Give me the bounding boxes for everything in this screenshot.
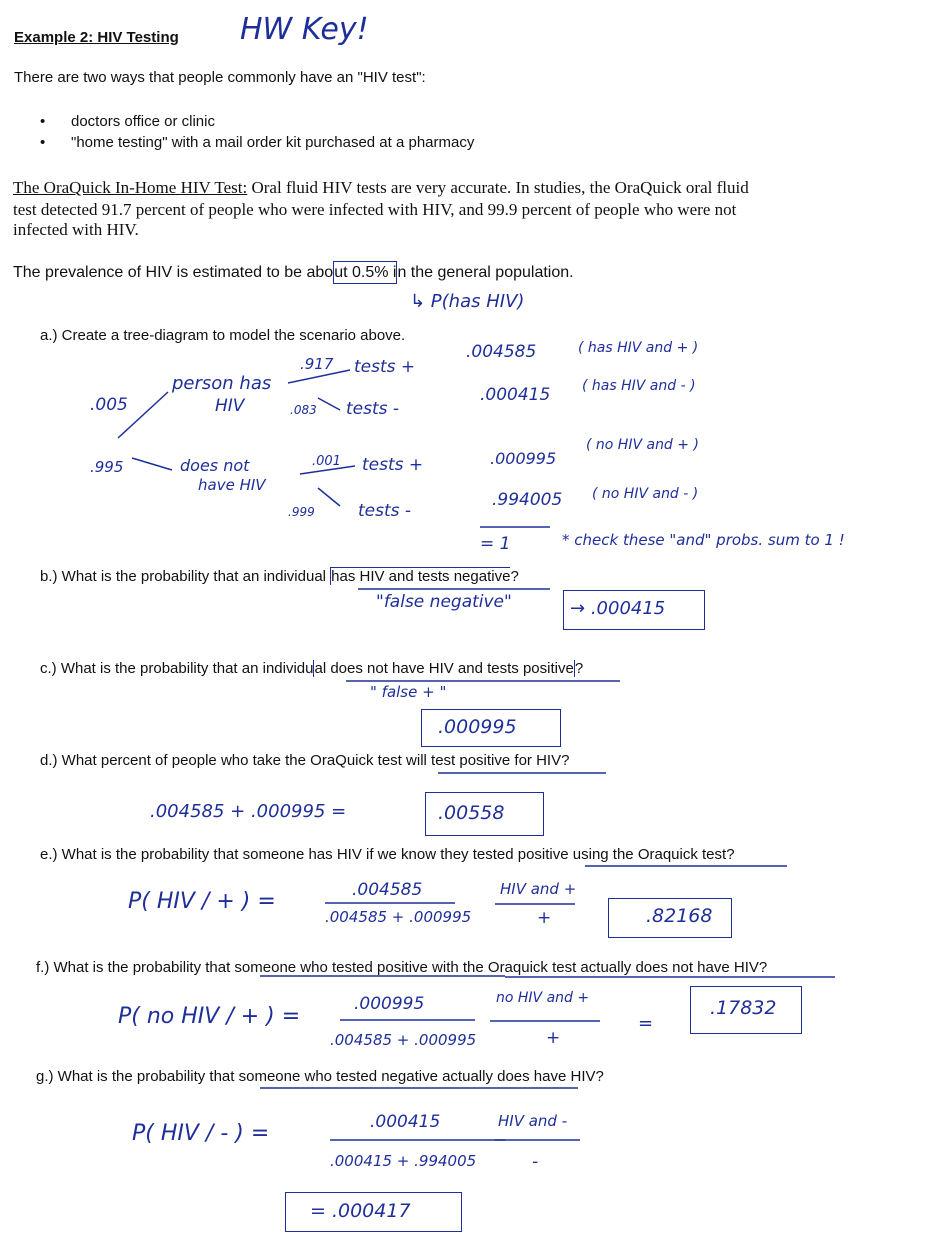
question-g-end: actually does have HIV?	[437, 1068, 604, 1085]
tree-branch-nohiv-neg	[318, 488, 340, 506]
question-e-underlined: the Oraquick test	[612, 846, 727, 863]
e-numerator: .004585	[352, 880, 423, 900]
tree-b2-result: .000415	[480, 385, 551, 405]
question-b	[40, 568, 519, 585]
f-equals: =	[638, 1013, 654, 1034]
oraquick-line-3: infected with HIV.	[13, 220, 139, 239]
question-d-underlined: will test positive for HIV	[406, 752, 562, 769]
question-e-text: e.) What is the probability that someone has HIV if we know they tested positive using	[40, 846, 613, 863]
tree-b3-note: ( no HIV and + )	[586, 437, 699, 453]
question-f	[36, 959, 767, 976]
bullet-2: •	[40, 134, 46, 151]
tree-no-hiv-label-1: does not	[180, 456, 250, 475]
f-denominator: .004585 + .000995	[330, 1031, 477, 1049]
question-c-text: c.) What is the probability that an individu	[40, 660, 314, 677]
tree-p-hiv: .005	[90, 395, 128, 415]
tree-b1-prob: .917	[300, 355, 334, 373]
question-d-end: ?	[561, 752, 570, 769]
handwritten-key-note: HW Key!	[240, 12, 369, 47]
c-note: " false + "	[370, 683, 447, 701]
tree-b1-note: ( has HIV and + )	[578, 340, 699, 356]
oraquick-heading: The OraQuick In-Home HIV Test:	[13, 178, 248, 197]
question-f-underlined: someone who tested positive with the Oraquick test	[234, 959, 577, 976]
question-b-text: b.) What is the probability that an individual	[40, 568, 331, 585]
question-g-text: g.) What is the probability that	[36, 1068, 239, 1085]
g-numerator: .000415	[370, 1112, 441, 1132]
g-denominator: .000415 + .994005	[330, 1152, 477, 1170]
bullet-item-1: doctors office or clinic	[71, 113, 215, 130]
tree-b4-result: .994005	[492, 490, 563, 510]
tree-b3-result: .000995	[490, 449, 557, 468]
c-answer: .000995	[438, 716, 517, 738]
g-answer: = .000417	[310, 1200, 411, 1222]
tree-p-no-hiv: .995	[90, 458, 124, 476]
prevalence-text-after: n the general population.	[397, 264, 574, 281]
b-note: "false negative"	[376, 592, 512, 612]
tree-b3-label: tests +	[362, 455, 424, 475]
tree-b1-result: .004585	[466, 342, 537, 362]
tree-b2-prob: .083	[290, 403, 317, 417]
f-numerator: .000995	[354, 994, 425, 1014]
tree-sum: = 1	[480, 534, 511, 554]
e-answer: .82168	[646, 905, 713, 927]
question-b-boxed: has HIV and tests negative	[331, 568, 511, 585]
oraquick-line-1: Oral fluid HIV tests are very accurate. In studies, the OraQuick oral fluid	[247, 178, 749, 197]
prevalence-note: ↳ P(has HIV)	[410, 291, 525, 312]
question-c-boxed: al does not have HIV and tests positive	[314, 660, 574, 677]
g-lhs: P( HIV / - ) =	[132, 1121, 270, 1146]
question-e	[40, 846, 735, 863]
e-lhs: P( HIV / + ) =	[128, 889, 276, 914]
tree-b4-label: tests -	[358, 501, 412, 521]
question-f-end: actually does not have HIV?	[576, 959, 768, 976]
question-f-text: f.) What is the probability that	[36, 959, 235, 976]
question-g	[36, 1068, 604, 1085]
e-denominator: .004585 + .000995	[325, 908, 472, 926]
e-side-denominator: +	[537, 908, 552, 928]
tree-b4-prob: .999	[288, 505, 315, 519]
f-side-denominator: +	[546, 1028, 561, 1048]
tree-b1-label: tests +	[354, 357, 416, 377]
question-g-underlined: someone who tested negative	[238, 1068, 438, 1085]
g-side-numerator: HIV and -	[498, 1112, 568, 1130]
tree-hiv-label-2: HIV	[215, 396, 245, 416]
oraquick-line-2: test detected 91.7 percent of people who were infected with HIV, and 99.9 percent of people who were not	[13, 200, 737, 219]
question-c-end: ?	[574, 660, 584, 677]
prevalence-boxed: ut 0.5% i	[333, 261, 397, 284]
f-lhs: P( no HIV / + ) =	[118, 1004, 301, 1029]
tree-b2-label: tests -	[346, 399, 400, 419]
question-d	[40, 752, 569, 769]
f-side-numerator: no HIV and +	[496, 990, 590, 1006]
tree-no-hiv-label-2: have HIV	[198, 476, 266, 494]
prevalence-text-before: The prevalence of HIV is estimated to be abo	[13, 264, 334, 281]
d-work: .004585 + .000995 =	[150, 801, 347, 822]
tree-b3-prob: .001	[312, 454, 341, 469]
bullet-item-2: "home testing" with a mail order kit purchased at a pharmacy	[71, 134, 475, 151]
g-side-denominator: -	[532, 1152, 539, 1172]
tree-hiv-label-1: person has	[172, 373, 272, 394]
tree-check-note: * check these "and" probs. sum to 1 !	[562, 531, 845, 549]
question-c	[40, 660, 583, 677]
question-e-end: ?	[726, 846, 735, 863]
page-title: Example 2: HIV Testing	[14, 29, 179, 46]
d-answer: .00558	[438, 802, 505, 824]
f-answer: .17832	[710, 997, 777, 1019]
question-a: a.) Create a tree-diagram to model the scenario above.	[40, 327, 406, 344]
question-d-text: d.) What percent of people who take the OraQuick test	[40, 752, 407, 769]
tree-branch-hiv-neg	[318, 398, 340, 410]
bullet-1: •	[40, 113, 46, 130]
tree-b2-note: ( has HIV and - )	[582, 378, 696, 394]
tree-branch-no-hiv	[132, 458, 172, 470]
b-answer: → .000415	[570, 598, 666, 619]
intro-text: There are two ways that people commonly have an "HIV test":	[14, 69, 426, 86]
tree-b4-note: ( no HIV and - )	[592, 486, 699, 502]
e-side-numerator: HIV and +	[500, 880, 577, 898]
question-b-end: ?	[510, 568, 519, 585]
